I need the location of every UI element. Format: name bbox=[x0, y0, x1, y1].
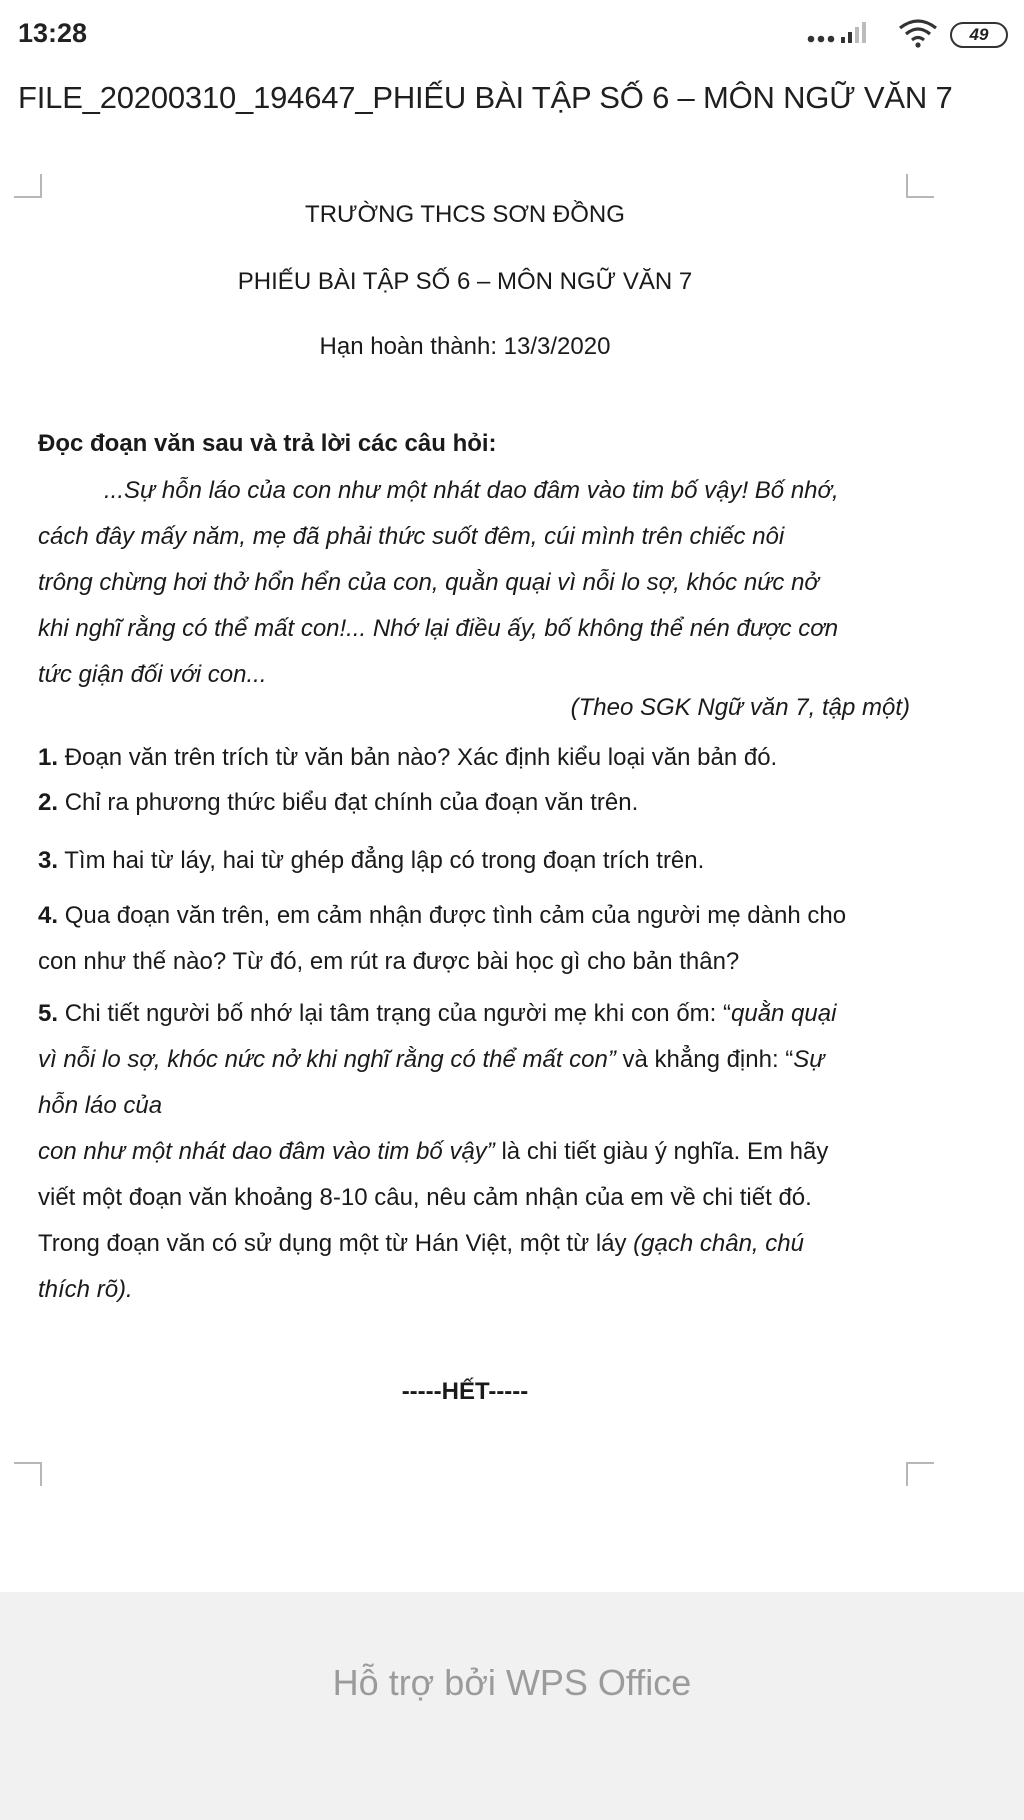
document-title: FILE_20200310_194647_PHIẾU BÀI TẬP SỐ 6 – MÔN NGỮ VĂN 7 bbox=[18, 80, 953, 115]
question-note: thích rõ). bbox=[38, 1276, 133, 1303]
school-name: TRƯỜNG THCS SƠN ĐỒNG bbox=[305, 201, 625, 228]
deadline: Hạn hoàn thành: 13/3/2020 bbox=[319, 333, 611, 360]
question-text: Chỉ ra phương thức biểu đạt chính của đoạn văn trên. bbox=[64, 789, 639, 816]
status-bar bbox=[0, 0, 1024, 72]
question-number: 1. bbox=[38, 744, 59, 771]
question-text: Đoạn văn trên trích từ văn bản nào? Xác định kiểu loại văn bản đó. bbox=[64, 744, 778, 771]
wifi-icon bbox=[898, 18, 938, 53]
question-quote: con như một nhát dao đâm vào tim bố vậy” bbox=[38, 1138, 495, 1165]
question-number: 5. bbox=[38, 1000, 59, 1027]
question-3 bbox=[38, 838, 910, 884]
question-1 bbox=[38, 735, 910, 781]
question-2 bbox=[38, 780, 910, 826]
question-text: Qua đoạn văn trên, em cảm nhận được tình cảm của người mẹ dành cho bbox=[64, 902, 847, 929]
battery-icon: 49 bbox=[950, 22, 1008, 48]
question-note: (gạch chân, chú bbox=[633, 1230, 804, 1257]
question-text: là chi tiết giàu ý nghĩa. Em hãy bbox=[494, 1138, 829, 1165]
passage bbox=[38, 468, 910, 698]
status-time: 13:28 bbox=[18, 18, 88, 48]
passage-line: khi nghĩ rằng có thể mất con!... Nhớ lại điều ấy, bố không thể nén được cơn bbox=[38, 615, 839, 642]
cellular-signal-icon bbox=[806, 19, 886, 52]
question-quote: Sự bbox=[793, 1046, 825, 1073]
footer bbox=[0, 1592, 1024, 1820]
page-corner-mark bbox=[14, 1462, 42, 1486]
page-corner-mark bbox=[906, 174, 934, 198]
question-text: Trong đoạn văn có sử dụng một từ Hán Việt, một từ láy bbox=[38, 1230, 634, 1257]
question-number: 3. bbox=[38, 847, 59, 874]
passage-line: cách đây mấy năm, mẹ đã phải thức suốt đêm, cúi mình trên chiếc nôi bbox=[38, 523, 785, 550]
passage-line: trông chừng hơi thở hổn hển của con, quằn quại vì nỗi lo sợ, khóc nức nở bbox=[38, 569, 819, 596]
footer-powered-by: Hỗ trợ bởi WPS Office bbox=[332, 1662, 692, 1703]
page-corner-mark bbox=[14, 174, 42, 198]
question-text: viết một đoạn văn khoảng 8-10 câu, nêu cảm nhận của em về chi tiết đó. bbox=[38, 1184, 812, 1211]
sheet-title: PHIẾU BÀI TẬP SỐ 6 – MÔN NGỮ VĂN 7 bbox=[237, 268, 693, 295]
page-corner-mark bbox=[906, 1462, 934, 1486]
passage-source: (Theo SGK Ngữ văn 7, tập một) bbox=[570, 694, 910, 721]
reading-prompt: Đọc đoạn văn sau và trả lời các câu hỏi: bbox=[38, 430, 497, 457]
question-number: 2. bbox=[38, 789, 59, 816]
passage-line: ...Sự hỗn láo của con như một nhát dao đâm vào tim bố vậy! Bố nhớ, bbox=[104, 477, 839, 504]
question-quote: hỗn láo của bbox=[38, 1092, 163, 1119]
question-text: con như thế nào? Từ đó, em rút ra được bài học gì cho bản thân? bbox=[38, 948, 740, 975]
question-text: Tìm hai từ láy, hai từ ghép đẳng lập có trong đoạn trích trên. bbox=[64, 847, 705, 874]
question-quote: vì nỗi lo sợ, khóc nức nở khi nghĩ rằng có thể mất con” bbox=[38, 1046, 616, 1073]
question-text: Chi tiết người bố nhớ lại tâm trạng của người mẹ khi con ốm: “ bbox=[64, 1000, 731, 1027]
question-4 bbox=[38, 893, 910, 985]
end-mark: -----HẾT----- bbox=[401, 1378, 529, 1405]
passage-line: tức giận đối với con... bbox=[38, 661, 267, 688]
question-quote: quằn quại bbox=[731, 1000, 837, 1027]
question-5 bbox=[38, 991, 910, 1313]
question-number: 4. bbox=[38, 902, 59, 929]
status-icons bbox=[806, 18, 1008, 52]
question-text: và khẳng định: “ bbox=[615, 1046, 794, 1073]
